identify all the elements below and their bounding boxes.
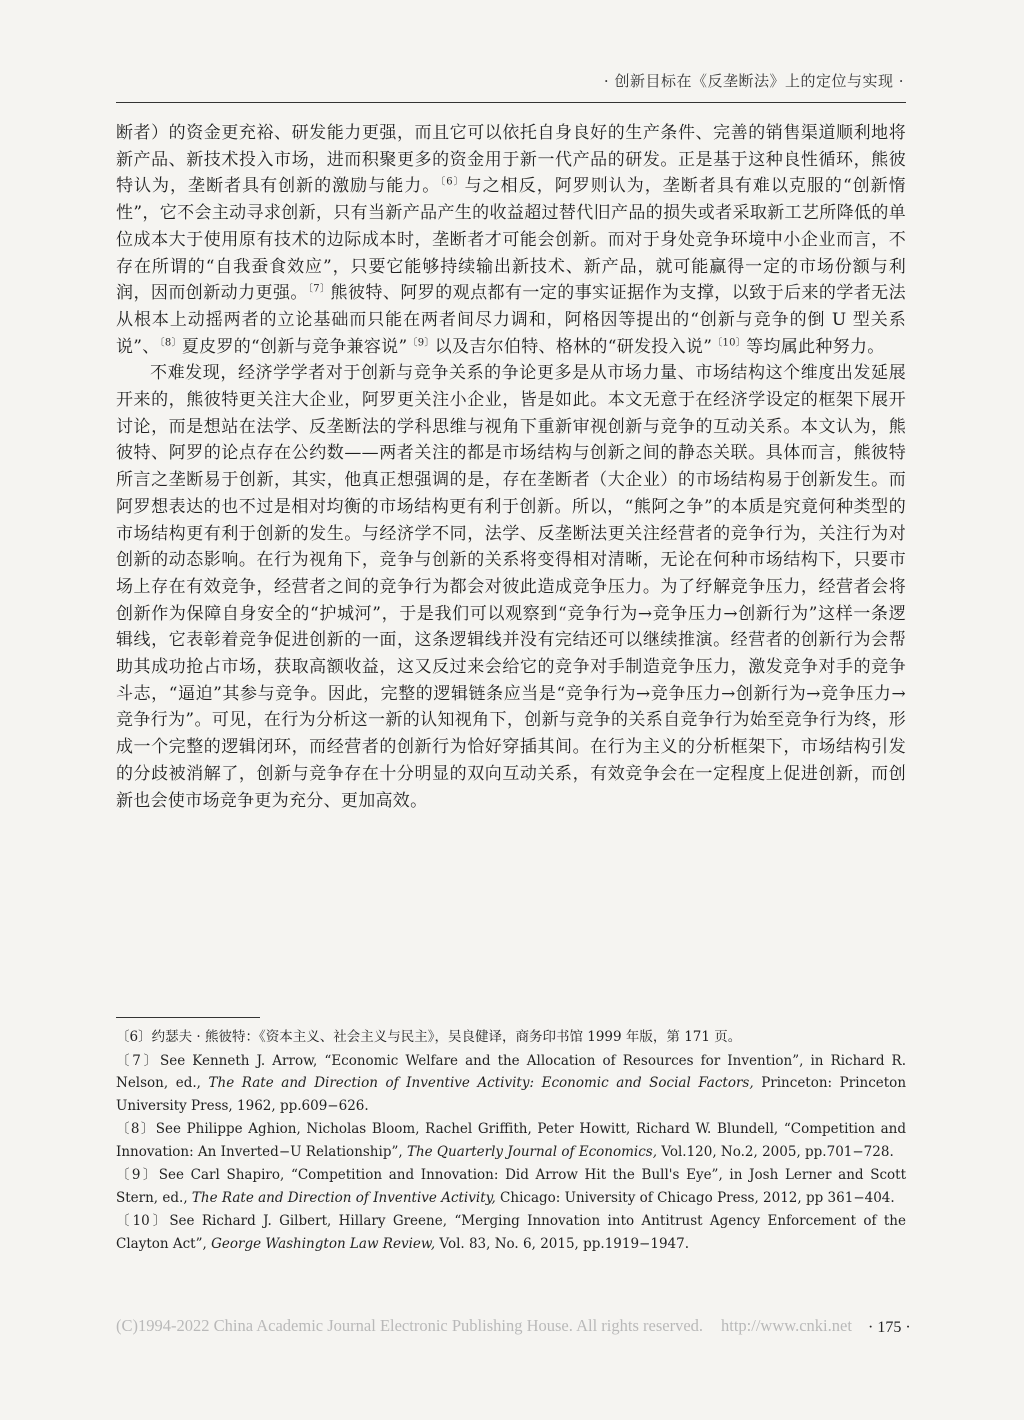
header-rule bbox=[116, 102, 906, 103]
footnote-text: See Philippe Aghion, Nicholas Bloom, Rachel Griffith, Peter Howitt, Richard W. Blundell, “Competition and Innovation: An Inverted−U Relationship”, bbox=[116, 1121, 906, 1160]
copyright-text: (C)1994-2022 China Academic Journal Electronic Publishing House. All rights reserved. bbox=[116, 1316, 704, 1335]
footnote-ref-9[interactable]: 〔9〕 bbox=[407, 336, 435, 348]
footnote-6 bbox=[116, 1026, 906, 1049]
p1-text-5: 以及吉尔伯特、格林的“研发投入说” bbox=[434, 336, 713, 357]
main-body bbox=[116, 120, 906, 814]
footnote-text: See Kenneth J. Arrow, “Economic Welfare and the Allocation of Resources for Invention”, in Richard R. Nelson, ed., bbox=[116, 1052, 906, 1091]
footnote-journal-title: The Quarterly Journal of Economics, bbox=[406, 1143, 658, 1160]
footnote-ref-10[interactable]: 〔10〕 bbox=[712, 336, 747, 348]
footnote-text: Vol.120, No.2, 2005, pp.701−728. bbox=[657, 1143, 894, 1160]
p1-text-4: 夏皮罗的“创新与竞争兼容说” bbox=[181, 336, 408, 357]
footnote-text: Chicago: University of Chicago Press, 2012, pp 361−404. bbox=[495, 1189, 895, 1206]
copyright-watermark bbox=[116, 1316, 916, 1336]
footnote-mark: 〔10〕 bbox=[116, 1213, 170, 1229]
footnote-text: 约瑟夫 · 熊彼特：《资本主义、社会主义与民主》，吴良健译，商务印书馆 1999 年版，第 171 页。 bbox=[151, 1029, 742, 1045]
p1-text-3: 熊彼特、阿罗的观点都有一定的事实证据作为支撑，以致于后来的学者无法从根本上动摇两者的立论基础而只能在两者间尽力调和，阿格因等提出的“创新与竞争的倒 U 型关系说”、 bbox=[116, 283, 906, 357]
page-number: · 175 · bbox=[868, 1319, 911, 1336]
running-header: · 创新目标在《反垄断法》上的定位与实现 · bbox=[603, 72, 904, 90]
footnote-mark: 〔9〕 bbox=[116, 1167, 159, 1183]
footnotes bbox=[116, 1026, 906, 1256]
footnote-book-title: The Rate and Direction of Inventive Activity, bbox=[191, 1189, 496, 1206]
footnote-text: Vol. 83, No. 6, 2015, pp.1919−1947. bbox=[435, 1235, 690, 1252]
footnote-ref-7[interactable]: 〔7〕 bbox=[307, 283, 331, 295]
footnote-mark: 〔7〕 bbox=[116, 1052, 160, 1069]
footnote-rule bbox=[116, 1017, 260, 1018]
p1-text-6: 等均属此种努力。 bbox=[746, 336, 885, 357]
footnote-book-title: The Rate and Direction of Inventive Activity: Economic and Social Factors, bbox=[208, 1075, 754, 1091]
p1-text-1: 断者）的资金更充裕、研发能力更强，而且它可以依托自身良好的生产条件、完善的销售渠道顺利地将新产品、新技术投入市场，进而积聚更多的资金用于新一代产品的研发。正是基于这种良性循环，熊彼特认为，垄断者具有创新的激励与能力。 bbox=[116, 123, 906, 197]
footnote-mark: 〔8〕 bbox=[116, 1121, 156, 1137]
footnote-journal-title: George Washington Law Review, bbox=[211, 1235, 436, 1252]
footnote-8 bbox=[116, 1118, 906, 1163]
footnote-mark: 〔6〕 bbox=[116, 1029, 152, 1045]
footnote-7 bbox=[116, 1050, 906, 1118]
paragraph-2: 不难发现，经济学学者对于创新与竞争关系的争论更多是从市场力量、市场结构这个维度出发延展开来的，熊彼特更关注大企业，阿罗更关注小企业，皆是如此。本文无意于在经济学设定的框架下展开讨论，而是想站在法学、反垄断法的学科思维与视角下重新审视创新与竞争的互动关系。本文认为，熊彼特、阿罗的论点存在公约数——两者关注的都是市场结构与创新之间的静态关联。具体而言，熊彼特所言之垄断易于创新，其实，他真正想强调的是，存在垄断者（大企业）的市场结构易于创新发生。而阿罗想表达的也不过是相对均衡的市场结构更有利于创新。所以，“熊阿之争”的本质是究竟何种类型的市场结构更有利于创新的发生。与经济学不同，法学、反垄断法更关注经营者的竞争行为，关注行为对创新的动态影响。在行为视角下，竞争与创新的关系将变得相对清晰，无论在何种市场结构下，只要市场上存在有效竞争，经营者之间的竞争行为都会对彼此造成竞争压力。为了纾解竞争压力，经营者会将创新作为保障自身安全的“护城河”，于是我们可以观察到“竞争行为→竞争压力→创新行为”这样一条逻辑线，它表彰着竞争促进创新的一面，这条逻辑线并没有完结还可以继续推演。经营者的创新行为会帮助其成功抢占市场，获取高额收益，这又反过来会给它的竞争对手制造竞争压力，激发竞争对手的竞争斗志，“逼迫”其参与竞争。因此，完整的逻辑链条应当是“竞争行为→竞争压力→创新行为→竞争压力→竞争行为”。可见，在行为分析这一新的认知视角下，创新与竞争的关系自竞争行为始至竞争行为终，形成一个完整的逻辑闭环，而经营者的创新行为恰好穿插其间。在行为主义的分析框架下，市场结构引发的分歧被消解了，创新与竞争存在十分明显的双向互动关系，有效竞争会在一定程度上促进创新，而创新也会使市场竞争更为充分、更加高效。 bbox=[116, 363, 906, 811]
footnote-ref-6[interactable]: 〔6〕 bbox=[440, 176, 465, 188]
footnote-9 bbox=[116, 1164, 906, 1209]
p1-text-2: 与之相反，阿罗则认为，垄断者具有难以克服的“创新惰性”，它不会主动寻求创新，只有当新产品产生的收益超过替代旧产品的损失或者采取新工艺所降低的单位成本大于使用原有技术的边际成本时，垄断者才可能会创新。而对于身处竞争环境中小企业而言，不存在所谓的“自我蚕食效应”，只要它能够持续输出新技术、新产品，就可能赢得一定的市场份额与利润，因而创新动力更强。 bbox=[116, 176, 906, 304]
footnote-10 bbox=[116, 1210, 906, 1255]
publisher-url[interactable]: http://www.cnki.net bbox=[721, 1316, 852, 1335]
footnote-text: See Carl Shapiro, “Competition and Innovation: Did Arrow Hit the Bull's Eye”, in Josh Lerner and Scott Stern, ed., bbox=[116, 1167, 906, 1206]
footnote-ref-8[interactable]: 〔8〕 bbox=[159, 336, 182, 348]
footnote-text: Princeton: Princeton University Press, 1962, pp.609−626. bbox=[116, 1075, 907, 1114]
paragraph-1 bbox=[116, 120, 906, 360]
footnote-text: See Richard J. Gilbert, Hillary Greene, “Merging Innovation into Antitrust Agency Enforcement of the Clayton Act”, bbox=[116, 1213, 906, 1252]
